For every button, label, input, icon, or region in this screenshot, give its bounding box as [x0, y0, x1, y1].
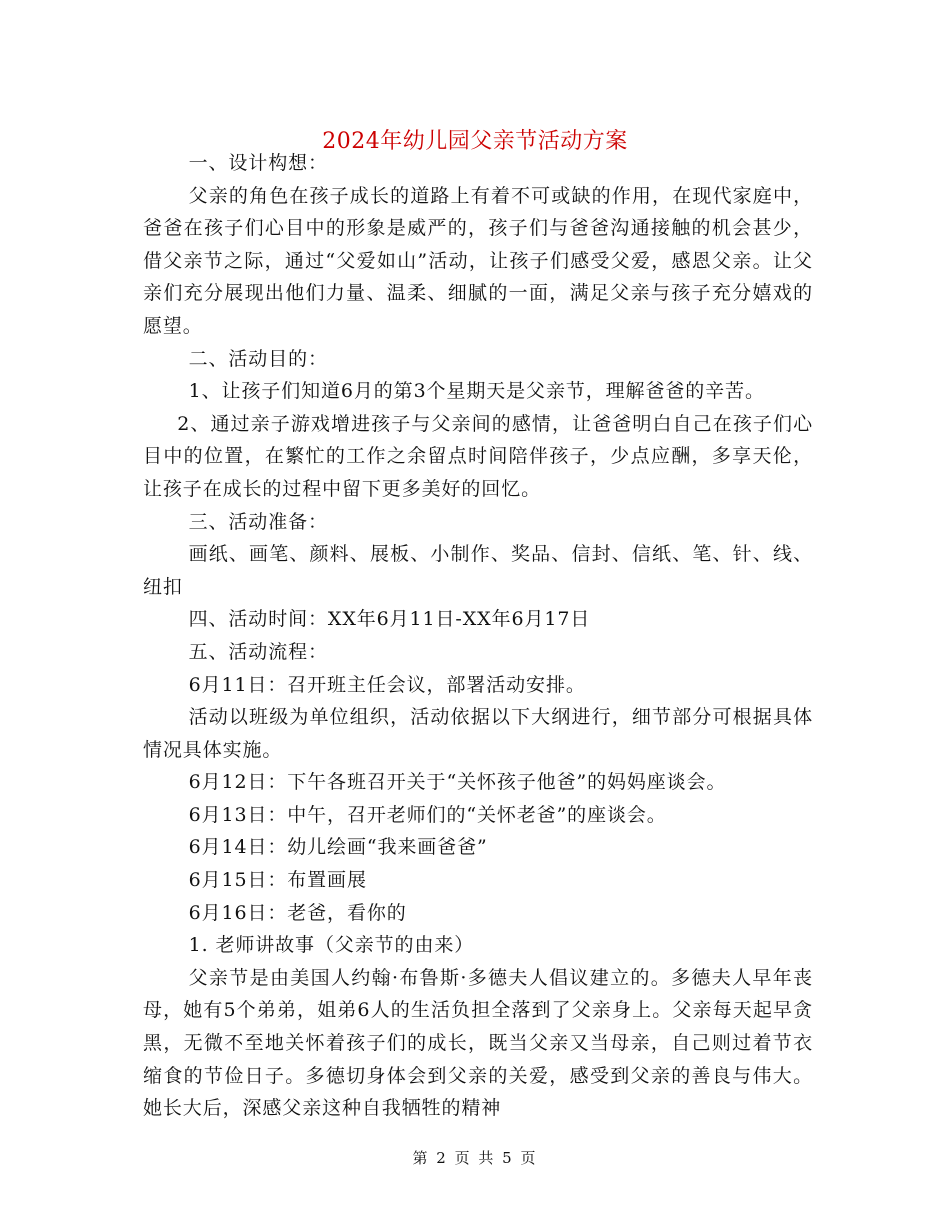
paragraph-design-idea: 父亲的角色在孩子成长的道路上有着不可或缺的作用，在现代家庭中，爸爸在孩子们心目中的形象是威严的，孩子们与爸爸沟通接触的机会甚少，借父亲节之际，通过“父爱如山”活动，让孩子们感受父爱，感恩父亲。让父亲们充分展现出他们力量、温柔、细腻的一面，满足父亲与孩子充分嬉戏的愿望。	[143, 184, 813, 337]
document-body	[143, 147, 813, 1125]
section-heading-process: 五、活动流程：	[188, 640, 328, 663]
schedule-item-june-13: 6月13日：中午，召开老师们的“关怀老爸”的座谈会。	[188, 803, 667, 826]
schedule-item-june-14: 6月14日：幼儿绘画“我来画爸爸”	[188, 836, 488, 859]
schedule-item-june-16: 6月16日：老爸，看你的	[188, 901, 407, 924]
schedule-item-june-15: 6月15日：布置画展	[188, 869, 367, 892]
document-title: 2024年幼儿园父亲节活动方案	[322, 128, 628, 154]
paragraph-fathers-day-origin: 父亲节是由美国人约翰·布鲁斯·多德夫人倡议建立的。多德夫人早年丧母，她有5个弟弟，姐弟6人的生活负担全落到了父亲身上。父亲每天起早贪黑，无微不至地关怀着孩子们的成长，既当父亲又当母亲，自己则过着节衣缩食的节俭日子。多德切身体会到父亲的关爱，感受到父亲的善良与伟大。她长大后，深感父亲这种自我牺牲的精神	[143, 966, 813, 1120]
page-number-footer: 第 2 页 共 5 页	[412, 1149, 538, 1167]
goal-item-1: 1、让孩子们知道6月的第3个星期天是父亲节，理解爸爸的辛苦。	[188, 380, 765, 403]
paragraph-activity-time: 四、活动时间：XX年6月11日-XX年6月17日	[188, 608, 591, 631]
schedule-item-june-12: 6月12日：下午各班召开关于“关怀孩子他爸”的妈妈座谈会。	[188, 771, 727, 794]
section-heading-design: 一、设计构想：	[188, 152, 328, 174]
paragraph-organization: 活动以班级为单位组织，活动依据以下大纲进行，细节部分可根据具体情况具体实施。	[143, 706, 813, 761]
goal-item-2: 2、通过亲子游戏增进孩子与父亲间的感情，让爸爸明白自己在孩子们心目中的位置，在繁忙的工作之余留点时间陪伴孩子，少点应酬，多享天伦，让孩子在成长的过程中留下更多美好的回忆。	[143, 412, 813, 500]
sub-item-story: 1. 老师讲故事（父亲节的由来）	[188, 934, 475, 957]
paragraph-materials: 画纸、画笔、颜料、展板、小制作、奖品、信封、信纸、笔、针、线、纽扣	[143, 543, 813, 598]
section-heading-goals: 二、活动目的：	[188, 347, 328, 370]
schedule-item-june-11: 6月11日：召开班主任会议，部署活动安排。	[188, 673, 586, 696]
section-heading-preparation: 三、活动准备：	[188, 510, 328, 533]
